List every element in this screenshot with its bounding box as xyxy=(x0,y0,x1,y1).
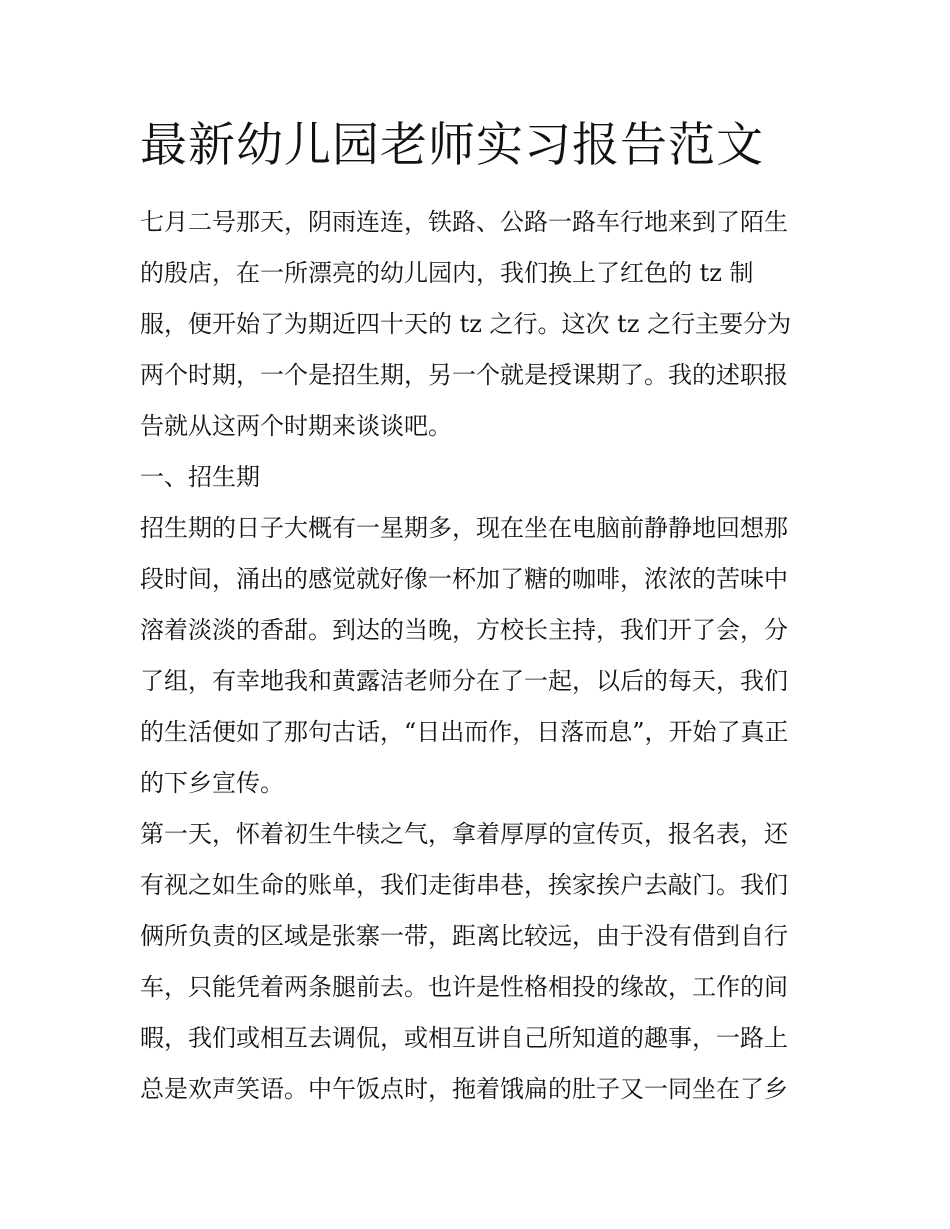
paragraph-line: 溶着淡淡的香甜。到达的当晚，方校长主持，我们开了会，分 xyxy=(140,616,788,644)
paragraph-line: 总是欢声笑语。中午饭点时，拖着饿扁的肚子又一同坐在了乡 xyxy=(140,1075,788,1103)
section-heading: 一、招生期 xyxy=(140,463,260,491)
paragraph-line: 段时间，涌出的感觉就好像一杯加了糖的咖啡，浓浓的苦味中 xyxy=(140,565,788,593)
paragraph-line: 了组，有幸地我和黄露洁老师分在了一起，以后的每天，我们 xyxy=(140,667,788,695)
paragraph-line: 有视之如生命的账单，我们走街串巷，挨家挨户去敲门。我们 xyxy=(140,871,788,899)
document-title: 最新幼儿园老师实习报告范文 xyxy=(140,118,764,173)
paragraph-line: 的殷店，在一所漂亮的幼儿园内，我们换上了红色的 tz 制 xyxy=(140,259,754,287)
paragraph-line: 第一天，怀着初生牛犊之气，拿着厚厚的宣传页，报名表，还 xyxy=(140,820,788,848)
paragraph-line: 服，便开始了为期近四十天的 tz 之行。这次 tz 之行主要分为 xyxy=(140,310,792,338)
paragraph-line: 七月二号那天，阴雨连连，铁路、公路一路车行地来到了陌生 xyxy=(140,208,788,236)
paragraph-line: 车，只能凭着两条腿前去。也许是性格相投的缘故，工作的间 xyxy=(140,973,788,1001)
paragraph-line: 的下乡宣传。 xyxy=(140,769,284,797)
paragraph-line: 招生期的日子大概有一星期多，现在坐在电脑前静静地回想那 xyxy=(140,514,788,542)
paragraph-line: 俩所负责的区域是张寨一带，距离比较远，由于没有借到自行 xyxy=(140,922,788,950)
paragraph-line: 两个时期，一个是招生期，另一个就是授课期了。我的述职报 xyxy=(140,361,788,389)
paragraph-line: 暇，我们或相互去调侃，或相互讲自己所知道的趣事，一路上 xyxy=(140,1024,788,1052)
paragraph-line: 告就从这两个时期来谈谈吧。 xyxy=(140,412,452,440)
paragraph-line: 的生活便如了那句古话，“日出而作，日落而息”，开始了真正 xyxy=(140,718,789,746)
